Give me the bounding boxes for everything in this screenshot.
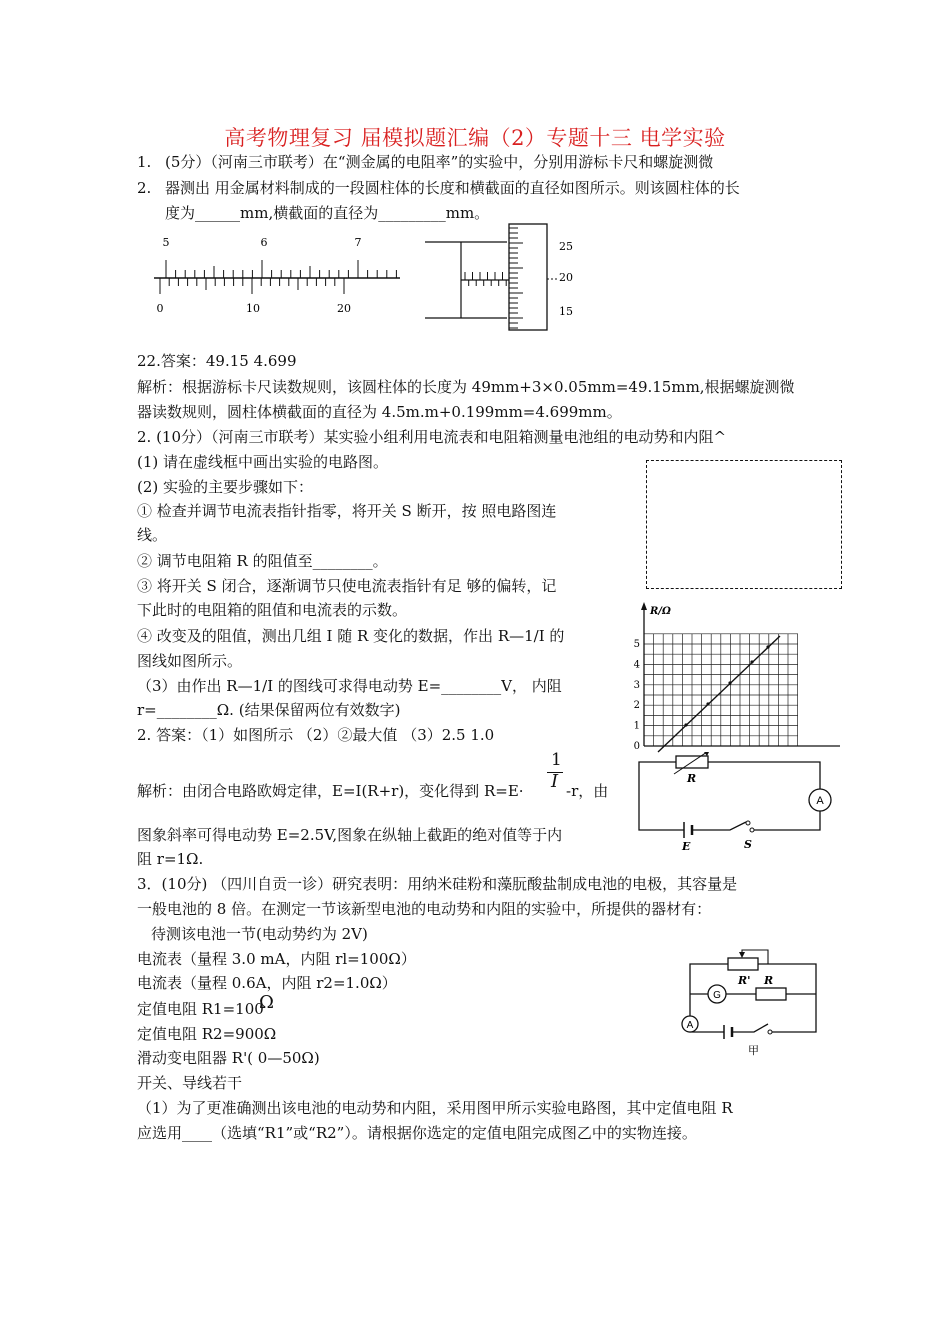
caliper-main-label-5: 5 — [162, 236, 170, 249]
q2-analysis-1: 解析：由闭合电路欧姆定律，E=I(R+r)，变化得到 R=E· — [137, 782, 524, 800]
switch-label: S — [744, 838, 752, 851]
fraction-numerator: 1 — [551, 750, 562, 770]
rheostat-label: R' — [738, 974, 751, 987]
q2-step-6b: 图线如图所示。 — [137, 652, 243, 670]
galvanometer-label: G — [713, 990, 721, 1001]
micrometer-label-15: 15 — [559, 305, 573, 318]
q2-step-6a: ④ 改变及的阻值，测出几组 I 随 R 变化的数据，作出 R—1/I 的 — [137, 627, 565, 645]
caliper-main-label-7: 7 — [354, 236, 362, 249]
q2-heading: 2. (10分）（河南三市联考）某实验小组利用电流表和电阻箱测量电池组的电动势和内阻^ — [137, 428, 727, 446]
q2-step-5a: ③ 将开关 S 闭合，逐渐调节只使电流表指针有足 够的偏转，记 — [137, 577, 557, 595]
caliper-vernier-label-0: 0 — [156, 302, 164, 315]
q1-answer: 22.答案：49.15 4.699 — [137, 352, 297, 370]
q3-item-ammeter-2: 电流表（量程 0.6A，内阻 r2=1.0Ω） — [137, 974, 397, 992]
q2-step-5b: 下此时的电阻箱的阻值和电流表的示数。 — [137, 601, 408, 619]
graph-y-tick-label: 4 — [633, 659, 640, 671]
figure-caption-jia: 甲 — [748, 1044, 759, 1057]
battery-label: E — [682, 840, 691, 852]
circuit-answer-box — [646, 460, 842, 589]
q3-item-switch-wires: 开关、导线若干 — [137, 1074, 243, 1092]
caliper-vernier-label-20: 20 — [337, 302, 351, 315]
q2-part-3a: （3）由作出 R—1/I 的图线可求得电动势 E=________V， 内阻 — [137, 677, 562, 695]
q3-circuit-diagram — [680, 946, 830, 1058]
q3-item-ammeter-1: 电流表（量程 3.0 mA，内阻 rl=100Ω） — [137, 950, 416, 968]
q1-analysis-1: 解析：根据游标卡尺读数规则，该圆柱体的长度为 49mm+3×0.05mm=49.15mm,根据螺旋测微 — [137, 378, 795, 396]
q3-heading-2: 一般电池的 8 倍。在测定一节该新型电池的电动势和内阻的实验中，所提供的器材有： — [137, 900, 712, 918]
graph-y-label: R/Ω — [650, 606, 671, 617]
q2-analysis-1-tail: -r，由 — [566, 782, 609, 800]
q2-answer: 2. 答案：（1）如图所示 （2）②最大值 （3）2.5 1.0 — [137, 726, 495, 744]
graph-data-point — [728, 681, 731, 684]
graph-y-tick-label: 0 — [633, 741, 640, 752]
q2-circuit-diagram — [634, 752, 844, 852]
q3-item-resistor-2: 定值电阻 R2=900Ω — [137, 1025, 277, 1043]
fraction-denominator: I — [551, 771, 559, 792]
ammeter-label-2: A — [686, 1020, 694, 1031]
q1-line-1: (5分）（河南三市联考）在“测金属的电阻率”的实验中，分别用游标卡尺和螺旋测微 — [165, 153, 714, 171]
fixed-resistor — [756, 988, 786, 1000]
page-title: 高考物理复习 届模拟题汇编（2）专题十三 电学实验 — [224, 126, 726, 150]
caliper-vernier-label-10: 10 — [246, 302, 260, 315]
q2-step-3b: 线。 — [137, 526, 168, 544]
micrometer-label-20: 20 — [559, 271, 573, 284]
q3-item-rheostat: 滑动变电阻器 R'( 0—50Ω) — [137, 1049, 320, 1067]
q3-item-resistor-1: 定值电阻 R1=100 — [137, 1000, 264, 1018]
q2-step-1: (1) 请在虚线框中画出实验的电路图。 — [137, 453, 389, 471]
graph-data-point — [706, 702, 709, 705]
q3-part-1b: 应选用____（选填“R1”或“R2”）。请根据你选定的定值电阻完成图乙中的实物连接。 — [137, 1124, 697, 1142]
q2-analysis-2: 图象斜率可得电动势 E=2.5V,图象在纵轴上截距的绝对值等于内 — [137, 826, 563, 844]
fit-line — [658, 636, 780, 752]
graph-y-tick-label: 3 — [633, 679, 640, 691]
rheostat — [728, 958, 758, 970]
micrometer-label-25: 25 — [559, 240, 573, 253]
graph-y-tick-label: 1 — [633, 720, 640, 732]
caliper-main-label-6: 6 — [260, 236, 268, 249]
graph-data-point — [766, 645, 769, 648]
q3-item-battery: 待测该电池一节(电动势约为 2V) — [151, 925, 368, 943]
ammeter-label: A — [816, 795, 824, 807]
graph-data-point — [684, 723, 687, 726]
graph-y-tick-label: 5 — [633, 639, 640, 650]
q3-part-1a: （1）为了更准确测出该电池的电动势和内阻，采用图甲所示实验电路图，其中定值电阻 R — [137, 1099, 733, 1117]
q2-step-2: (2) 实验的主要步骤如下： — [137, 478, 314, 496]
r-vs-inverse-i-graph — [628, 602, 846, 754]
q2-step-3a: ① 检查并调节电流表指针指零，将开关 S 断开，按 照电路图连 — [137, 502, 557, 520]
q3-heading-1: 3．(10分) （四川自贡一诊）研究表明：用纳米硅粉和藻朊酸盐制成电池的电极，其容量是 — [137, 875, 738, 893]
q2-step-4: ② 调节电阻箱 R 的阻值至________。 — [137, 552, 388, 570]
q1-analysis-2: 器读数规则，圆柱体横截面的直径为 4.5m.m+0.199mm=4.699mm。 — [137, 403, 622, 421]
q2-part-3b: r=________Ω. (结果保留两位有效数字) — [137, 701, 401, 719]
micrometer-figure — [425, 222, 580, 332]
graph-data-point — [750, 660, 753, 663]
fixed-resistor-label: R — [764, 974, 774, 987]
q1-number-1: 1. — [137, 153, 152, 171]
resistor-label: R — [687, 772, 697, 785]
q1-line-2: 器测出 用金属材料制成的一段圆柱体的长度和横截面的直径如图所示。则该圆柱体的长 — [165, 179, 740, 197]
q1-number-2: 2. — [137, 179, 152, 197]
q2-analysis-3: 阻 r=1Ω. — [137, 850, 204, 868]
graph-y-tick-label: 2 — [633, 700, 640, 712]
vernier-caliper-figure — [150, 232, 405, 317]
q1-line-3: 度为______mm,横截面的直径为_________mm。 — [165, 204, 490, 222]
q3-item-resistor-1-unit: Ω — [259, 992, 274, 1013]
